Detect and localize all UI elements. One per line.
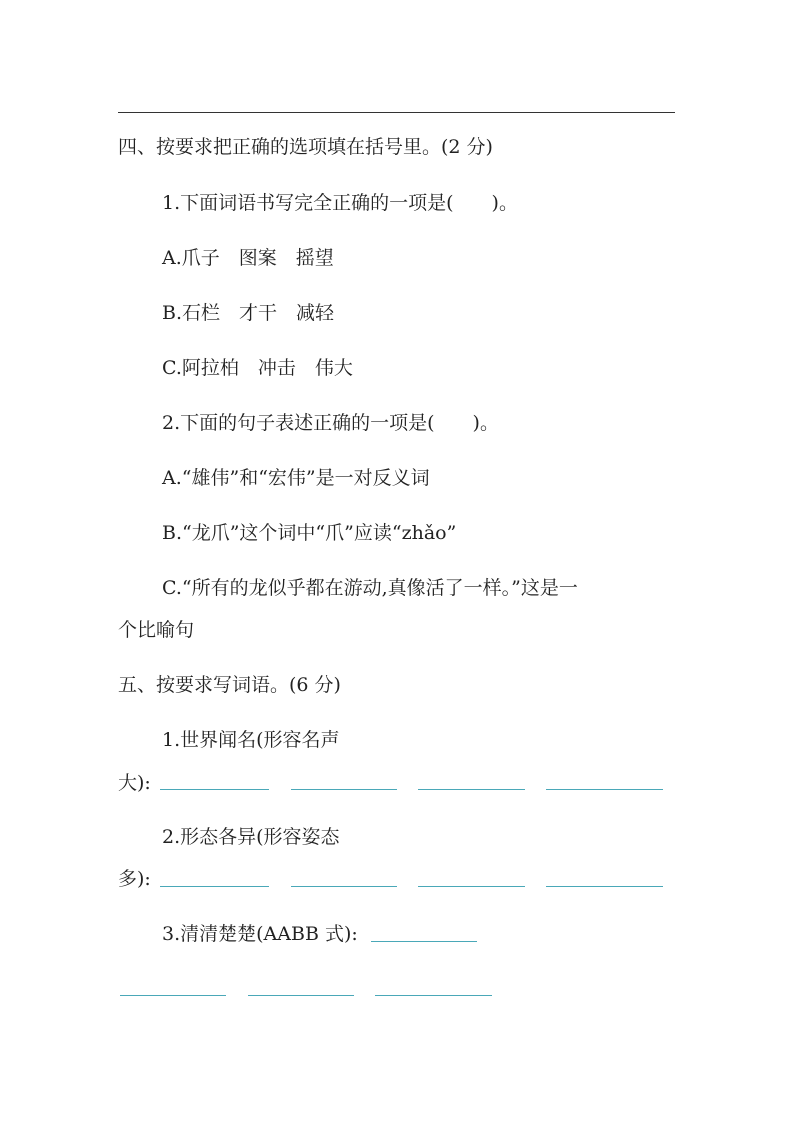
answer-blank[interactable] xyxy=(291,789,397,790)
q2-option-c: C.“所有的龙似乎都在游动,真像活了一样。”这是一 xyxy=(162,577,578,599)
q1-option-c: C.阿拉柏 冲击 伟大 xyxy=(162,357,353,379)
answer-blank[interactable] xyxy=(546,886,663,887)
answer-blank[interactable] xyxy=(160,886,269,887)
answer-blank[interactable] xyxy=(120,995,226,996)
s5-q2-continued: 多): xyxy=(118,868,151,890)
section5-title: 五、按要求写词语。(6 分) xyxy=(118,674,341,696)
answer-blank[interactable] xyxy=(418,789,525,790)
q1-option-a: A.爪子 图案 摇望 xyxy=(162,247,334,269)
s5-q1-continued: 大): xyxy=(118,772,151,794)
q1-option-b: B.石栏 才干 减轻 xyxy=(162,302,335,324)
q2-option-a: A.“雄伟”和“宏伟”是一对反义词 xyxy=(162,467,430,489)
q2-option-c-continued: 个比喻句 xyxy=(118,619,195,641)
q2-option-b: B.“龙爪”这个词中“爪”应读“zhǎo” xyxy=(162,522,457,544)
s5-q1-stem: 1.世界闻名(形容名声 xyxy=(162,729,340,751)
s5-q3-stem: 3.清清楚楚(AABB 式): xyxy=(162,923,358,945)
answer-blank[interactable] xyxy=(291,886,397,887)
answer-blank[interactable] xyxy=(375,995,492,996)
answer-blank[interactable] xyxy=(160,789,269,790)
s5-q2-stem: 2.形态各异(形容姿态 xyxy=(162,826,340,848)
answer-blank[interactable] xyxy=(546,789,663,790)
answer-blank[interactable] xyxy=(418,886,525,887)
answer-blank[interactable] xyxy=(248,995,354,996)
header-rule xyxy=(118,112,675,113)
q1-stem: 1.下面词语书写完全正确的一项是( )。 xyxy=(162,192,518,214)
q2-stem: 2.下面的句子表述正确的一项是( )。 xyxy=(162,412,499,434)
answer-blank[interactable] xyxy=(371,941,477,942)
section4-title: 四、按要求把正确的选项填在括号里。(2 分) xyxy=(118,136,493,158)
